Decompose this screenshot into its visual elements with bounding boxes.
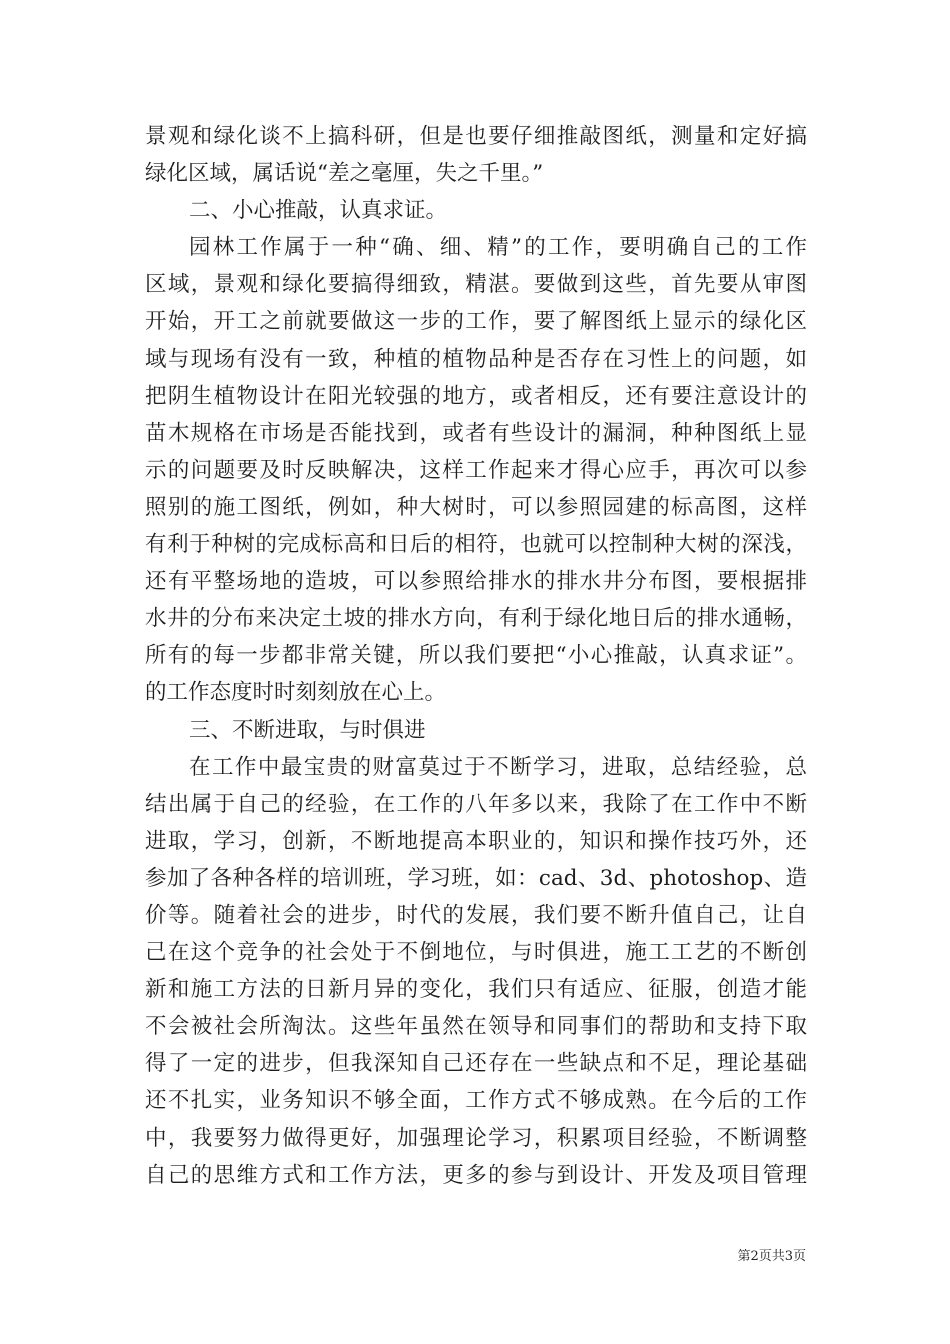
text-line: 水井的分布来决定土坡的排水方向，有利于绿化地日后的排水通畅， <box>145 606 807 632</box>
text-line: 进取，学习，创新，不断地提高本职业的，知识和操作技巧外，还 <box>145 828 807 854</box>
text-line: 价等。随着社会的进步，时代的发展，我们要不断升值自己，让自 <box>145 902 807 928</box>
text-line: 还不扎实，业务知识不够全面，工作方式不够成熟。在今后的工作 <box>145 1088 807 1114</box>
text-line: 示的问题要及时反映解决，这样工作起来才得心应手，再次可以参 <box>145 457 807 483</box>
text-line: 园林工作属于一种“确、细、精”的工作，要明确自己的工作 <box>189 235 807 261</box>
text-line: 有利于种树的完成标高和日后的相符，也就可以控制种大树的深浅， <box>145 532 807 558</box>
text-line: 参加了各种各样的培训班，学习班，如：cad、3d、photoshop、造 <box>145 865 807 891</box>
text-line: 绿化区域，属话说“差之毫厘，失之千里。” <box>145 161 544 187</box>
document-body <box>145 118 807 1194</box>
text-line: 所有的每一步都非常关键，所以我们要把“小心推敲，认真求证”。 <box>145 643 807 669</box>
text-line: 把阴生植物设计在阳光较强的地方，或者相反，还有要注意设计的 <box>145 383 807 409</box>
text-line: 域与现场有没有一致，种植的植物品种是否存在习性上的问题，如 <box>145 346 807 372</box>
text-line: 得了一定的进步，但我深知自己还存在一些缺点和不足，理论基础 <box>145 1051 807 1077</box>
text-line: 开始，开工之前就要做这一步的工作，要了解图纸上显示的绿化区 <box>145 309 807 335</box>
text-line: 新和施工方法的日新月异的变化，我们只有适应、征服，创造才能 <box>145 977 807 1003</box>
text-line: 的工作态度时时刻刻放在心上。 <box>145 680 447 706</box>
page-number: 第2页共3页 <box>737 1249 806 1264</box>
section-heading: 二、小心推敲，认真求证。 <box>189 198 448 224</box>
text-line: 不会被社会所淘汰。这些年虽然在领导和同事们的帮助和支持下取 <box>145 1014 807 1040</box>
section-heading: 三、不断进取，与时俱进 <box>189 717 426 743</box>
text-line: 苗木规格在市场是否能找到，或者有些设计的漏洞，种种图纸上显 <box>145 420 807 446</box>
text-line: 区域，景观和绿化要搞得细致，精湛。要做到这些，首先要从审图 <box>145 272 807 298</box>
text-line: 自己的思维方式和工作方法，更多的参与到设计、开发及项目管理 <box>145 1162 807 1188</box>
text-line: 在工作中最宝贵的财富莫过于不断学习，进取，总结经验，总 <box>189 754 807 780</box>
text-line: 结出属于自己的经验，在工作的八年多以来，我除了在工作中不断 <box>145 791 807 817</box>
text-line: 照别的施工图纸，例如，种大树时，可以参照园建的标高图，这样 <box>145 494 807 520</box>
text-line: 还有平整场地的造坡，可以参照给排水的排水井分布图，要根据排 <box>145 569 807 595</box>
text-line: 中，我要努力做得更好，加强理论学习，积累项目经验，不断调整 <box>145 1125 807 1151</box>
text-line: 己在这个竞争的社会处于不倒地位，与时俱进，施工工艺的不断创 <box>145 940 807 966</box>
text-line: 景观和绿化谈不上搞科研，但是也要仔细推敲图纸，测量和定好搞 <box>145 124 807 149</box>
